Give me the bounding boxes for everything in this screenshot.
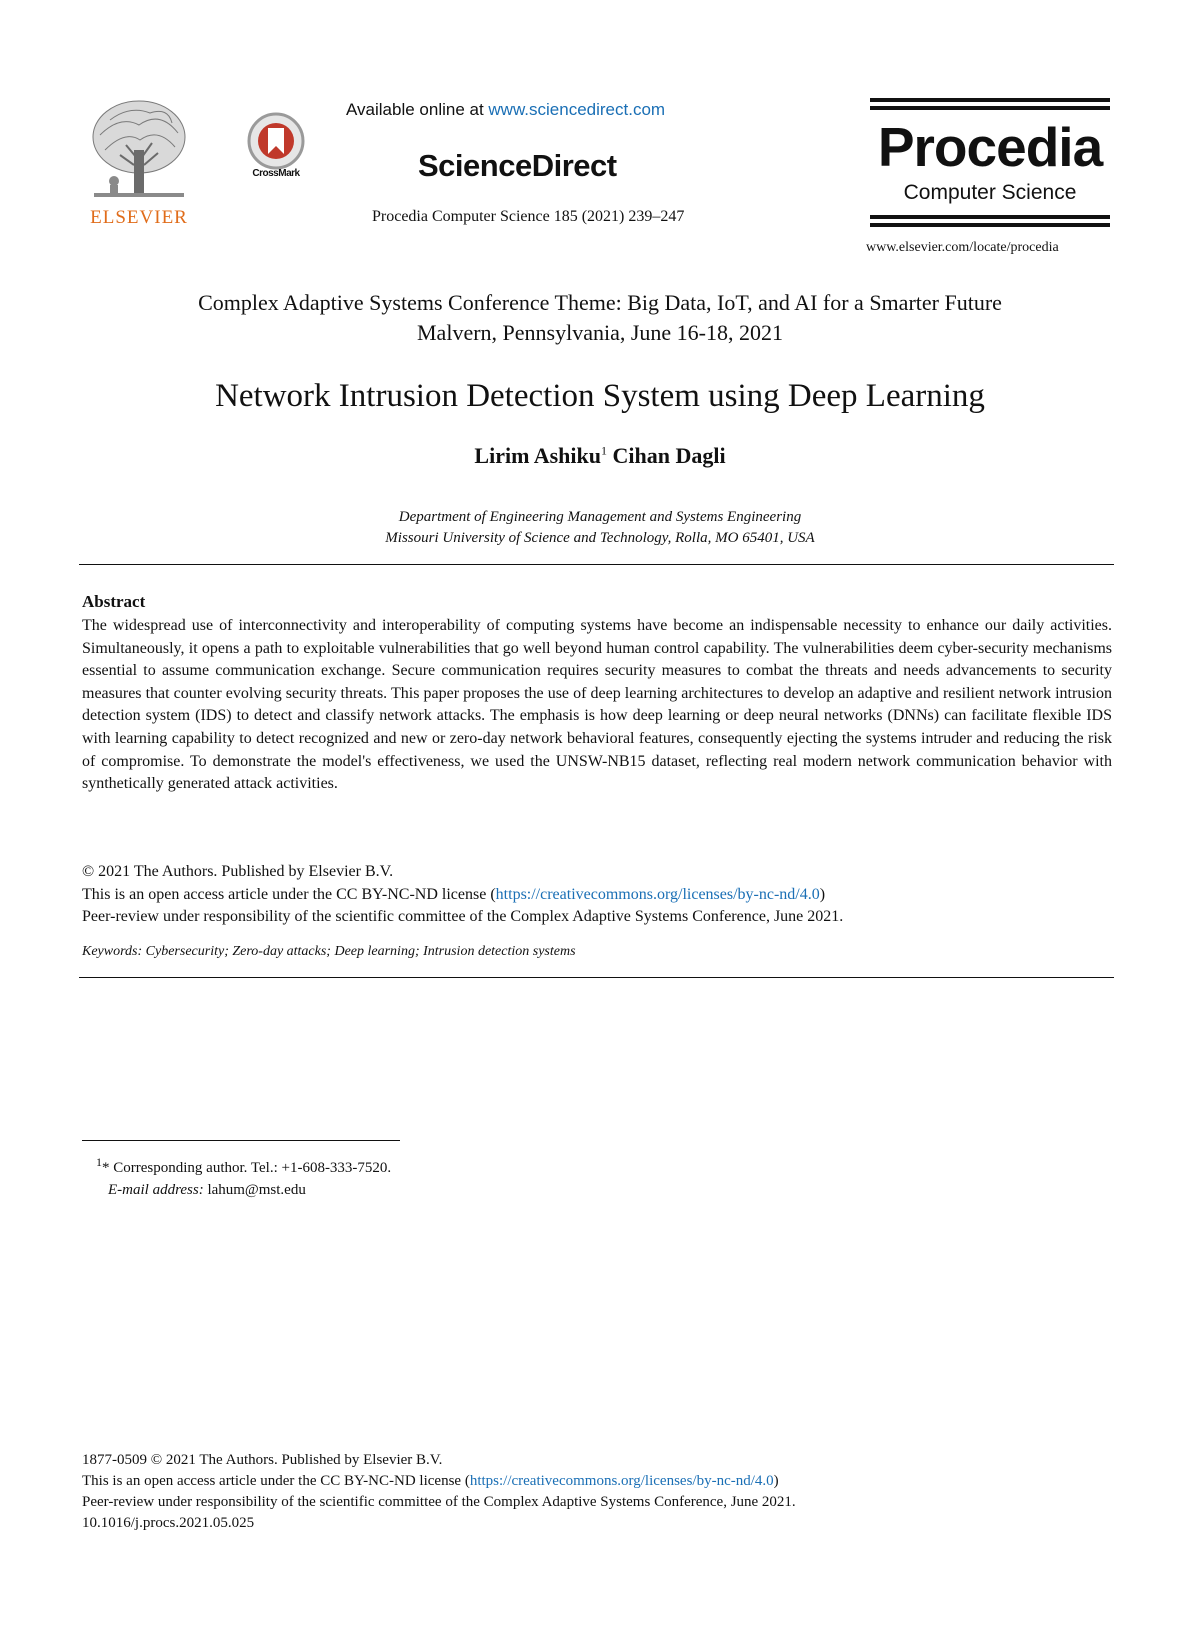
bottom-license-suffix: ) [773, 1473, 779, 1489]
abstract-heading: Abstract [82, 592, 146, 611]
author-name: Lirim Ashiku [474, 443, 601, 468]
copyright-notice [82, 861, 1112, 929]
conference-location: Malvern, Pennsylvania, June 16-18, 2021 [417, 320, 783, 345]
footnote-text: * Corresponding author. Tel.: +1-608-333-7520. [102, 1160, 392, 1176]
sciencedirect-brand: ScienceDirect [418, 148, 617, 183]
section-divider [79, 564, 1114, 565]
author-name: Cihan Dagli [606, 443, 726, 468]
keywords-label: Keywords: [82, 944, 146, 959]
procedia-rule-bottom [870, 215, 1110, 219]
footnote-mark: 1 [96, 1155, 102, 1169]
email-label: E-mail address: [108, 1182, 208, 1198]
conference-info [0, 288, 1200, 348]
affiliation [0, 507, 1200, 549]
keywords [82, 944, 576, 960]
footnote-email [108, 1182, 306, 1199]
crossmark-badge[interactable] [243, 108, 321, 188]
license-prefix: This is an open access article under the CC BY-NC-ND license ( [82, 885, 496, 903]
procedia-title: Procedia [877, 116, 1103, 178]
authors [0, 443, 1200, 469]
elsevier-wordmark: ELSEVIER [90, 207, 188, 228]
issn-block [82, 1450, 796, 1534]
elsevier-procedia-url[interactable]: www.elsevier.com/locate/procedia [866, 240, 1059, 255]
procedia-rule-top [870, 98, 1110, 102]
crossmark-label: CrossMark [252, 168, 300, 179]
available-prefix: Available online at [346, 100, 489, 119]
bottom-license-line [82, 1471, 796, 1492]
footnote-rule [82, 1140, 400, 1141]
license-suffix: ) [819, 885, 826, 903]
bottom-license-link[interactable]: https://creativecommons.org/licenses/by-nc-nd/4.0 [469, 1473, 774, 1489]
procedia-subtitle: Computer Science [903, 181, 1077, 204]
peer-review-line: Peer-review under responsibility of the scientific committee of the Complex Adaptive Systems Conference, June 2021. [82, 908, 844, 925]
affiliation-university: Missouri University of Science and Technology, Rolla, MO 65401, USA [385, 530, 815, 546]
keywords-list: Cybersecurity; Zero-day attacks; Deep learning; Intrusion detection systems [145, 944, 576, 959]
abstract-body: The widespread use of interconnectivity and interoperability of computing systems have become an indispensable necessity to enhance our daily activities. Simultaneously, it opens a path to exploitable vulnerabilities that go well beyond human control capability. The vulnerabilities deem cyber-security mechanisms essential to assume communication exchange. Secure communication requires security measures to combat the threats and needs advancements to security measures that counter evolving security threats. This paper proposes the use of deep learning architectures to develop an adaptive and resilient network intrusion detection system (IDS) to detect and classify network attacks. The emphasis is how deep learning or deep neural networks (DNNs) can facilitate flexible IDS with learning capability to detect recognized and new or zero-day network behavioral features, consequently ejecting the systems intruder and reducing the risk of compromise. To demonstrate the model's effectiveness, we used the UNSW-NB15 dataset, reflecting real modern network communication behavior with synthetically generated attack activities. [82, 617, 1112, 793]
email-address[interactable]: lahum@mst.edu [207, 1182, 306, 1198]
corresponding-author-footnote [96, 1155, 391, 1177]
author-footnote-mark: 1 [600, 443, 607, 458]
elsevier-tree-icon [80, 95, 198, 207]
sciencedirect-link[interactable]: www.sciencedirect.com [488, 100, 666, 119]
journal-reference: Procedia Computer Science 185 (2021) 239–247 [372, 208, 685, 225]
copyright-line: © 2021 The Authors. Published by Elsevier B.V. [82, 863, 394, 880]
conference-theme: Complex Adaptive Systems Conference Theme: Big Data, IoT, and AI for a Smarter Future [198, 290, 1002, 315]
paper-title: Network Intrusion Detection System using Deep Learning [215, 378, 985, 414]
doi[interactable]: 10.1016/j.procs.2021.05.025 [82, 1515, 255, 1531]
bottom-peer-review-line: Peer-review under responsibility of the scientific committee of the Complex Adaptive Systems Conference, June 2021. [82, 1494, 796, 1510]
issn-line: 1877-0509 © 2021 The Authors. Published by Elsevier B.V. [82, 1452, 443, 1468]
license-link[interactable]: https://creativecommons.org/licenses/by-nc-nd/4.0 [495, 885, 820, 903]
bottom-license-prefix: This is an open access article under the CC BY-NC-ND license ( [82, 1473, 470, 1489]
affiliation-department: Department of Engineering Management and Systems Engineering [398, 509, 802, 525]
procedia-rule-bottom-2 [870, 223, 1110, 227]
available-online [346, 100, 665, 120]
procedia-rule-top-2 [870, 106, 1110, 110]
license-line [82, 884, 1112, 907]
procedia-logo [870, 98, 1110, 231]
section-divider [79, 977, 1114, 978]
